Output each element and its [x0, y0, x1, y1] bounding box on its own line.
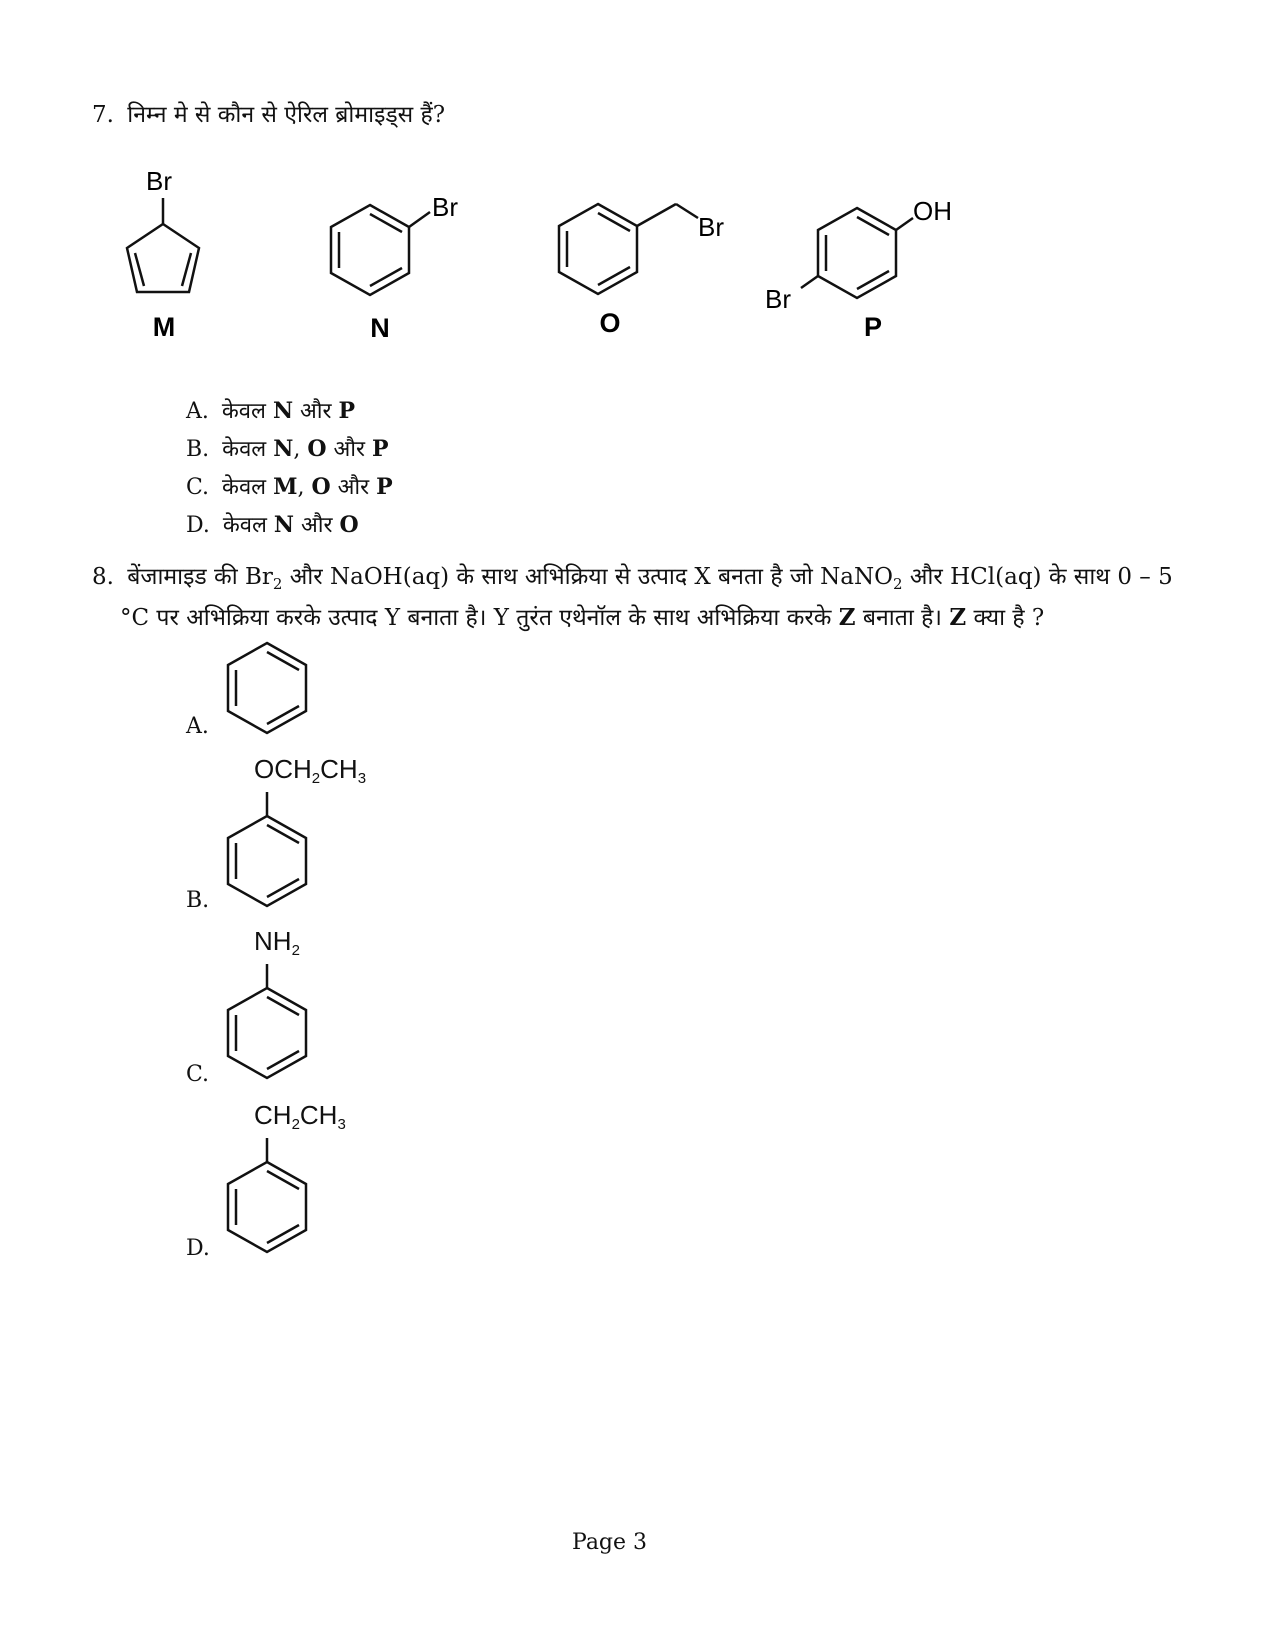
q8-option-a-letter: A.	[186, 714, 209, 739]
question-8-stem	[92, 560, 1192, 635]
q8-option-c-letter: C.	[186, 1062, 210, 1087]
q8-option-a[interactable]	[186, 712, 209, 742]
q8-option-d-letter: D.	[186, 1236, 210, 1261]
q8-option-b[interactable]	[186, 886, 209, 916]
structure-n-br-label: Br	[432, 192, 458, 222]
q8-option-d[interactable]	[186, 1234, 210, 1264]
question-8-number: 8.	[92, 564, 114, 590]
structure-n-label: N	[370, 313, 390, 343]
structure-o	[548, 190, 748, 350]
q8-option-b-substituent: $OCH_2CH_3$	[254, 754, 367, 787]
structure-n-benzene-ring	[331, 205, 430, 295]
structure-p-label: P	[863, 312, 883, 342]
q8-option-c[interactable]	[186, 1060, 209, 1090]
question-7-text: निम्न मे से कौन से ऐरिल ब्रोमाइड्स हैं?	[127, 102, 446, 128]
structure-p-benzene-ring	[801, 208, 913, 298]
q7-option-a[interactable]: A. केवल N और P	[186, 398, 356, 424]
structure-p	[755, 190, 975, 350]
question-8-line-1: 8. बेंजामाइड की $Br_2$ और NaOH(aq) के साथ अभिक्रिया से उत्पाद X बनता है जो NaNO$_2$ और HCl(aq) के साथ 0 – 5	[92, 564, 1173, 593]
question-7-options	[186, 396, 393, 548]
structure-m-label: M	[152, 312, 176, 342]
structure-p-br-label: Br	[765, 284, 791, 314]
q7-option-b[interactable]: B. केवल N, O और P	[186, 436, 389, 462]
q8-option-a-structure	[222, 636, 322, 746]
structure-m-br-label: Br	[146, 166, 172, 196]
q8-option-c-structure	[222, 962, 322, 1092]
structure-n	[320, 180, 480, 350]
q8-option-d-substituent: $CH_2CH_3$	[254, 1100, 346, 1133]
q8-option-d-structure	[222, 1136, 322, 1266]
structure-o-br-label: Br	[698, 212, 724, 242]
q7-option-c[interactable]: C. केवल M, O और P	[186, 474, 393, 500]
question-7-stem	[92, 98, 445, 132]
question-8-line-2: °C पर अभिक्रिया करके उत्पाद Y बनाता है। Y तुरंत एथेनॉल के साथ अभिक्रिया करके Z बनाता है। Z क्या है ?	[120, 604, 1045, 631]
q8-option-b-structure	[222, 790, 322, 920]
q8-option-c-substituent: $NH_2$	[254, 926, 300, 959]
page-number: Page 3	[572, 1530, 648, 1555]
q8-option-b-letter: B.	[186, 888, 210, 913]
question-7-number: 7.	[92, 102, 114, 128]
structure-p-oh-label: OH	[913, 196, 952, 226]
structure-m-ring	[127, 198, 199, 292]
structure-o-label: O	[599, 308, 621, 338]
q7-option-d[interactable]: D. केवल N और O	[186, 512, 359, 538]
structure-m	[100, 160, 230, 350]
structure-o-benzene-ring	[559, 204, 698, 294]
